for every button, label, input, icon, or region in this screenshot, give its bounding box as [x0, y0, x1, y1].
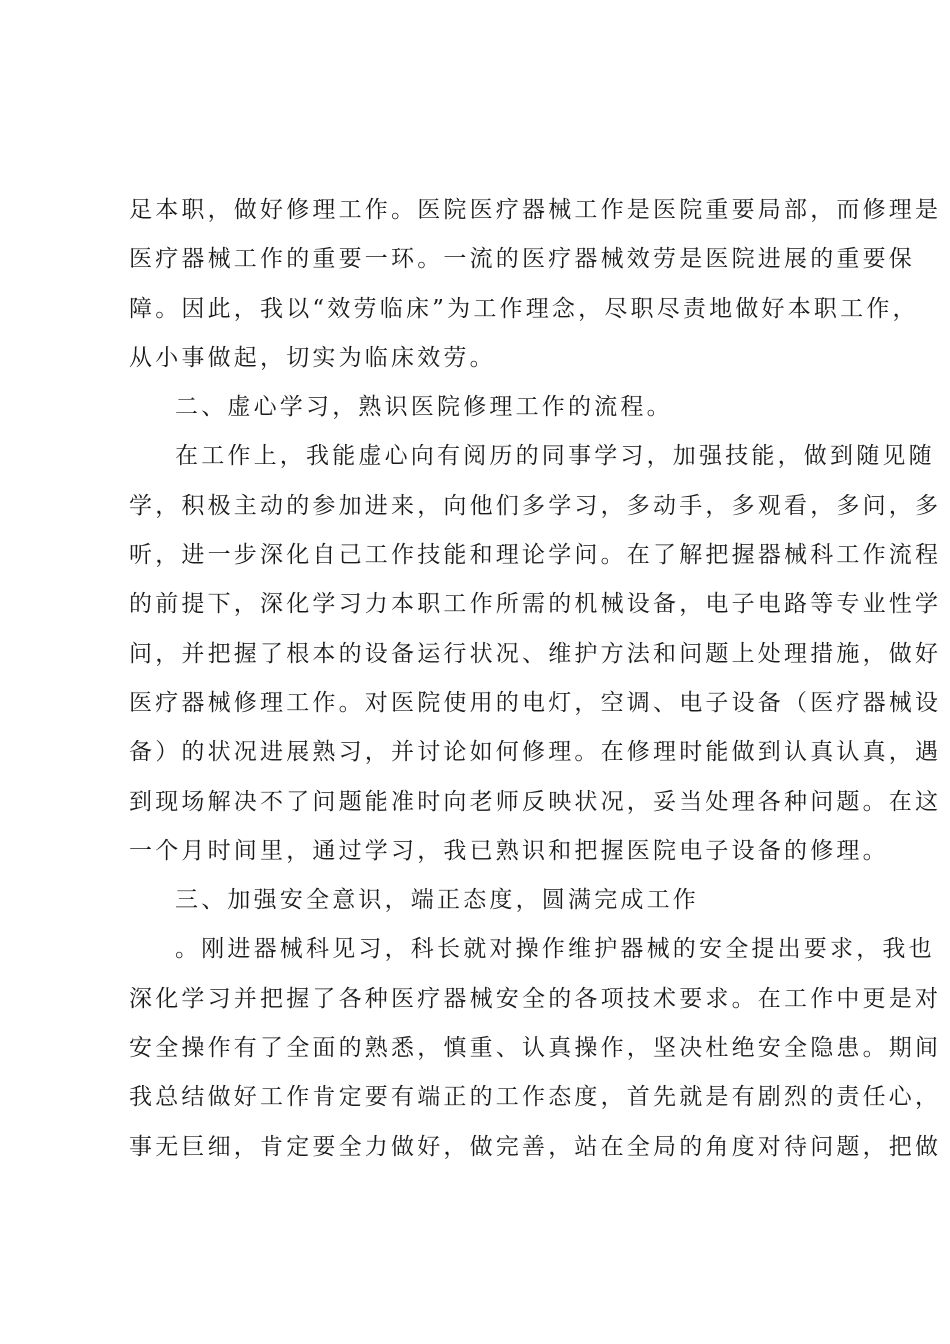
text-line: 学，积极主动的参加进来，向他们多学习，多动手，多观看，多问，多 — [129, 492, 942, 519]
text-line: 事无巨细，肯定要全力做好，做完善，站在全局的角度对待问题，把做 — [129, 1133, 942, 1160]
section-heading: 二、虚心学习，熟识医院修理工作的流程。 — [175, 394, 673, 421]
text-line: 障。因此，我以“效劳临床”为工作理念，尽职尽责地做好本职工作， — [129, 295, 919, 322]
text-line: 深化学习并把握了各种医疗器械安全的各项技术要求。在工作中更是对 — [129, 985, 942, 1012]
text-line: 到现场解决不了问题能准时向老师反映状况，妥当处理各种问题。在这 — [129, 788, 942, 815]
text-line: 听，进一步深化自己工作技能和理论学问。在了解把握器械科工作流程 — [129, 542, 942, 569]
text-line: 。刚进器械科见习，科长就对操作维护器械的安全提出要求，我也 — [175, 936, 935, 963]
text-line: 医疗器械工作的重要一环。一流的医疗器械效劳是医院进展的重要保 — [129, 246, 915, 273]
text-line: 安全操作有了全面的熟悉，慎重、认真操作，坚决杜绝安全隐患。期间 — [129, 1035, 942, 1062]
text-line: 一个月时间里，通过学习，我已熟识和把握医院电子设备的修理。 — [129, 837, 889, 864]
document-body — [129, 186, 942, 1172]
text-line: 我总结做好工作肯定要有端正的工作态度，首先就是有剧烈的责任心， — [129, 1084, 942, 1111]
text-line: 足本职，做好修理工作。医院医疗器械工作是医院重要局部，而修理是 — [129, 197, 942, 223]
text-line: 备）的状况进展熟习，并讨论如何修理。在修理时能做到认真认真，遇 — [129, 739, 942, 766]
text-line: 从小事做起，切实为临床效劳。 — [129, 344, 496, 371]
section-heading: 三、加强安全意识，端正态度，圆满完成工作 — [175, 887, 699, 914]
text-line: 问，并把握了根本的设备运行状况、维护方法和问题上处理措施，做好 — [129, 640, 942, 667]
text-line: 医疗器械修理工作。对医院使用的电灯，空调、电子设备（医疗器械设 — [129, 689, 942, 716]
text-line: 的前提下，深化学习力本职工作所需的机械设备，电子电路等专业性学 — [129, 591, 942, 618]
text-line: 在工作上，我能虚心向有阅历的同事学习，加强技能，做到随见随 — [175, 443, 935, 470]
